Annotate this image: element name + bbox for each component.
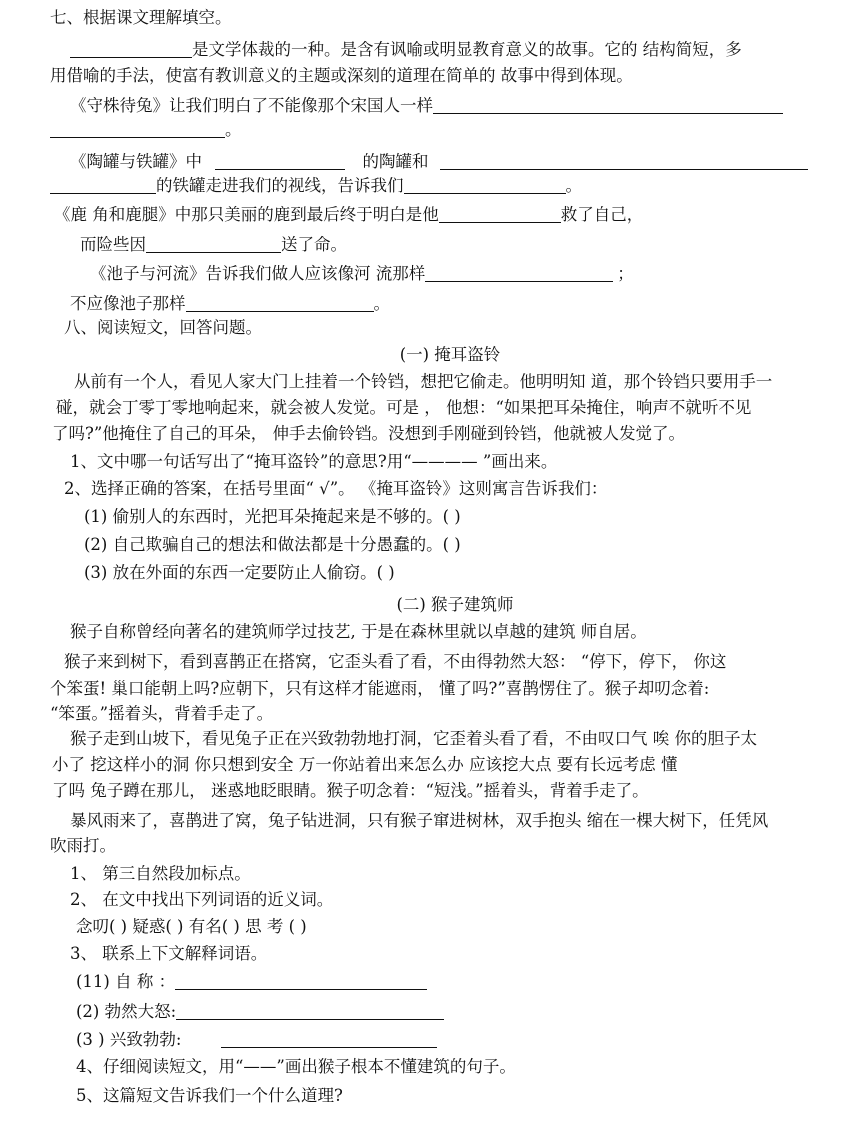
answer-blank[interactable] xyxy=(404,177,566,194)
story-2-question-3: 3、 联系上下文解释词语。 xyxy=(70,944,268,963)
answer-blank[interactable] xyxy=(175,973,427,990)
question-text: 的铁罐走进我们的视线，告诉我们 xyxy=(156,176,404,195)
story-2-paragraph: 吹雨打。 xyxy=(50,836,116,855)
story-2-title: (二) 猴子建筑师 xyxy=(396,595,514,614)
fill-blank-3 xyxy=(70,152,808,172)
option-3[interactable]: (3) 放在外面的东西一定要防止人偷窃。( ) xyxy=(84,563,395,582)
section-7-title: 七、根据课文理解填空。 xyxy=(50,8,232,27)
question-text: 是文学体裁的一种。是含有讽喻或明显教育意义的故事。它的 结构简短，多 xyxy=(192,40,742,59)
question-text-cont: 用借喻的手法，使富有教训意义的主题或深刻的道理在简单的 故事中得到体现。 xyxy=(50,66,633,85)
story-2-question-5: 5、这篇短文告诉我们一个什么道理? xyxy=(76,1086,343,1105)
answer-blank[interactable] xyxy=(70,41,192,58)
answer-blank[interactable] xyxy=(433,97,783,114)
answer-blank[interactable] xyxy=(176,1003,444,1020)
answer-blank[interactable] xyxy=(146,236,281,253)
answer-blank[interactable] xyxy=(439,206,561,223)
fill-blank-5 xyxy=(90,264,634,284)
answer-blank[interactable] xyxy=(50,121,225,138)
question-text: 不应像池子那样 xyxy=(70,294,186,313)
answer-blank[interactable] xyxy=(215,153,345,170)
question-text: 《陶罐与铁罐》中 xyxy=(70,152,202,171)
term-label: (11) 自 称 ： xyxy=(76,972,176,991)
question-text: 《守株待兔》让我们明白了不能像那个宋国人一样 xyxy=(70,96,433,115)
story-1-paragraph: 碰，就会丁零丁零地响起来，就会被人发觉。可是 ， 他想：“如果把耳朵掩住，响声不就听不见 xyxy=(56,398,752,417)
story-2-paragraph: 了吗 兔子蹲在那儿， 迷惑地眨眼睛。猴子叨念着：“短浅。”摇着头，背着手走了。 xyxy=(52,781,649,800)
story-1-question-1: 1、文中哪一句话写出了“掩耳盗铃”的意思?用“———— ”画出来。 xyxy=(70,452,558,471)
period: 。 xyxy=(565,176,582,195)
fill-blank-4 xyxy=(54,205,643,225)
term-3 xyxy=(76,1030,437,1050)
term-label: (3 ) 兴致勃勃: xyxy=(76,1030,182,1049)
fill-blank-2-cont xyxy=(50,120,242,140)
story-1-question-2: 2、选择正确的答案，在括号里面“ √”。 《掩耳盗铃》这则寓言告诉我们： xyxy=(64,479,608,498)
story-2-paragraph: 猴子自称曾经向著名的建筑师学过技艺, 于是在森林里就以卓越的建筑 师自居。 xyxy=(70,622,647,641)
story-2-question-4: 4、仔细阅读短文，用“——”画出猴子根本不懂建筑的句子。 xyxy=(76,1057,516,1076)
term-1 xyxy=(76,972,427,992)
term-2 xyxy=(76,1002,444,1022)
section-8-title: 八、阅读短文，回答问题。 xyxy=(64,318,262,337)
question-text: 《池子与河流》告诉我们做人应该像河 流那样 xyxy=(90,264,426,283)
option-2[interactable]: (2) 自己欺骗自己的想法和做法都是十分愚蠢的。( ) xyxy=(84,535,461,554)
period: 。 xyxy=(373,294,390,313)
story-1-title: (一) 掩耳盗铃 xyxy=(399,345,501,364)
story-2-question-1: 1、 第三自然段加标点。 xyxy=(70,864,251,883)
story-2-paragraph: 暴风雨来了，喜鹊进了窝，兔子钻进洞，只有猴子窜进树林，双手抱头 缩在一棵大树下，任凭风 xyxy=(70,811,769,830)
fill-blank-2 xyxy=(70,96,783,116)
answer-blank[interactable] xyxy=(50,177,156,194)
answer-blank[interactable] xyxy=(221,1031,437,1048)
story-2-paragraph: 猴子走到山坡下，看见兔子正在兴致勃勃地打洞，它歪着头看了看，不由叹口气 唉 你的胆子太 xyxy=(70,729,757,748)
fill-blank-3-cont xyxy=(50,176,582,196)
answer-blank[interactable] xyxy=(186,295,374,312)
story-2-question-2: 2、 在文中找出下列词语的近义词。 xyxy=(70,890,334,909)
question-text: 《鹿 角和鹿腿》中那只美丽的鹿到最后终于明白是他 xyxy=(54,205,439,224)
story-2-paragraph: “笨蛋。”摇着头，背着手走了。 xyxy=(50,704,274,723)
answer-blank[interactable] xyxy=(440,153,808,170)
story-1-paragraph: 了吗?”他掩住了自己的耳朵， 伸手去偷铃铛。没想到手刚碰到铃铛，他就被人发觉了。 xyxy=(52,424,686,443)
fill-blank-5-cont xyxy=(70,294,390,314)
question-text: 送了命。 xyxy=(281,235,347,254)
question-text: 而险些因 xyxy=(80,235,146,254)
option-1[interactable]: (1) 偷别人的东西时，光把耳朵掩起来是不够的。( ) xyxy=(84,507,461,526)
fill-blank-1 xyxy=(70,40,742,60)
story-1-paragraph: 从前有一个人，看见人家大门上挂着一个铃铛，想把它偷走。他明明知 道，那个铃铛只要用手一 xyxy=(74,372,773,391)
period: 。 xyxy=(225,120,242,139)
synonym-answers[interactable]: 念叨( ) 疑惑( ) 有名( ) 思 考 ( ) xyxy=(76,917,307,936)
story-2-paragraph: 个笨蛋! 巢口能朝上吗?应朝下，只有这样才能遮雨， 懂了吗?”喜鹊愣住了。猴子却叨念着: xyxy=(50,679,710,698)
story-2-paragraph: 猴子来到树下，看到喜鹊正在搭窝，它歪头看了看，不由得勃然大怒： “停下，停下， 你这 xyxy=(64,652,727,671)
fill-blank-4-cont xyxy=(80,235,347,255)
question-text: 的陶罐和 xyxy=(362,152,429,171)
question-text: 救了自己， xyxy=(560,205,644,224)
term-label: (2) 勃然大怒: xyxy=(76,1002,177,1021)
story-2-paragraph: 小了 挖这样小的洞 你只想到安全 万一你站着出来怎么办 应该挖大点 要有长远考虑 懂 xyxy=(52,755,678,774)
semicolon: ； xyxy=(617,264,634,283)
answer-blank[interactable] xyxy=(425,265,613,282)
